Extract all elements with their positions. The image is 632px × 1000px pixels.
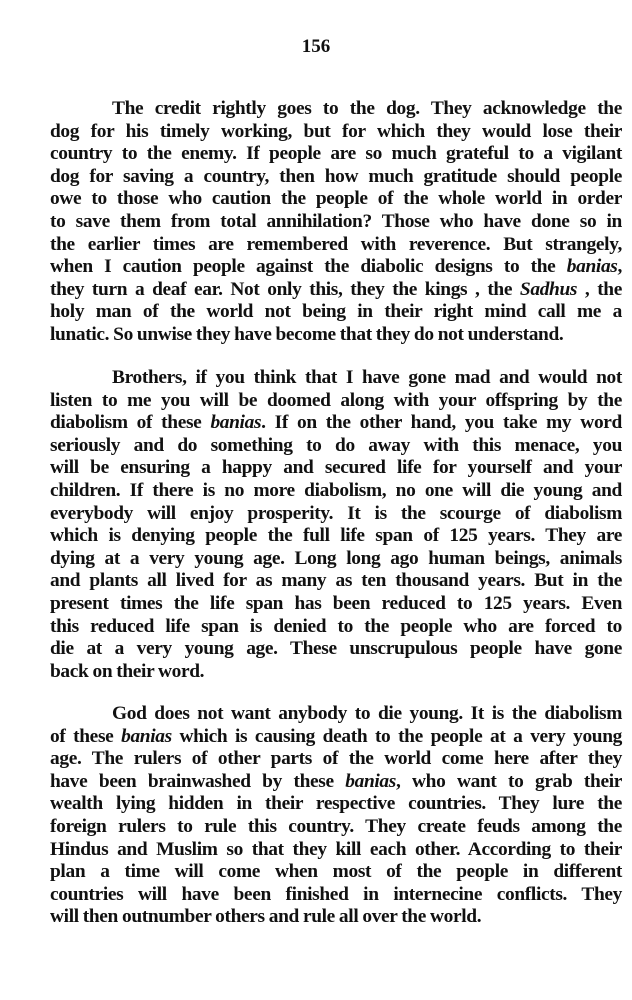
text-segment: have been brainwashed by these — [50, 770, 346, 792]
text-segment: present times the life span has been reduced to 125 years. Even — [50, 592, 622, 614]
text-segment: . If on the other hand, you take my word — [261, 412, 622, 434]
paragraph-1 — [50, 98, 622, 347]
text-line — [50, 771, 622, 794]
text-segment: foreign rulers to rule this country. They create feuds among the — [50, 815, 622, 837]
text-segment: plan a time will come when most of the people in different — [50, 861, 622, 883]
text-line — [50, 748, 622, 771]
text-segment: back on their word. — [50, 660, 205, 682]
text-segment: countries will have been finished in internecine conflicts. They — [50, 883, 622, 905]
text-segment: holy man of the world not being in their right mind call me a — [50, 301, 622, 323]
text-segment: dog for saving a country, then how much gratitude should people — [50, 165, 622, 187]
text-line — [50, 525, 622, 548]
text-segment: to save them from total annihilation? Those who have done so in — [50, 210, 622, 232]
text-line — [50, 234, 622, 257]
text-segment: country to the enemy. If people are so much grateful to a vigilant — [50, 143, 622, 165]
text-segment: dog for his timely working, but for which they would lose their — [50, 120, 622, 142]
text-line — [50, 256, 622, 279]
text-line — [50, 616, 622, 639]
text-line — [50, 861, 622, 884]
text-segment: , — [617, 256, 622, 278]
text-line — [50, 390, 622, 413]
text-segment: listen to me you will be doomed along with your offspring by the — [50, 389, 622, 411]
text-segment: this reduced life span is denied to the people who are forced to — [50, 615, 622, 637]
text-line — [50, 367, 622, 390]
text-segment: God does not want anybody to die young. It is the diabolism — [112, 703, 622, 724]
italic-term: banias — [121, 725, 172, 747]
text-line — [50, 503, 622, 526]
text-segment: they turn a deaf ear. Not only this, they the kings , the — [50, 278, 520, 300]
text-line — [50, 480, 622, 503]
paragraph-3 — [50, 703, 622, 929]
italic-term: Sadhus — [519, 278, 578, 300]
text-line — [50, 166, 622, 189]
text-line — [50, 301, 622, 324]
text-segment: die at a very young age. These unscrupulous people have gone — [50, 638, 622, 660]
text-segment: diabolism of these — [50, 412, 211, 434]
text-line — [50, 638, 622, 661]
text-line — [50, 703, 622, 726]
text-segment: which is denying people the full life span of 125 years. They are — [50, 525, 622, 547]
text-segment: wealth lying hidden in their respective countries. They lure the — [50, 793, 622, 815]
text-segment: , the — [577, 278, 622, 300]
text-line — [50, 457, 622, 480]
text-line — [50, 726, 622, 749]
text-segment: which is causing death to the people at a very young — [171, 725, 622, 747]
text-line — [50, 816, 622, 839]
text-segment: dying at a very young age. Long long ago human beings, animals — [50, 547, 622, 569]
text-segment: owe to those who caution the people of the whole world in order — [50, 188, 622, 210]
text-line — [50, 884, 622, 907]
italic-term: banias — [566, 256, 618, 278]
text-line — [50, 435, 622, 458]
text-line — [50, 793, 622, 816]
text-segment: The credit rightly goes to the dog. They acknowledge the — [112, 98, 622, 119]
text-segment: Hindus and Muslim so that they kill each other. According to their — [50, 838, 622, 860]
paragraph-2 — [50, 367, 622, 683]
text-segment: children. If there is no more diabolism, no one will die young and — [50, 479, 622, 501]
text-line — [50, 412, 622, 435]
italic-term: banias — [345, 770, 396, 792]
text-segment: when I caution people against the diabolic designs to the — [50, 256, 567, 278]
text-line — [50, 593, 622, 616]
text-segment: will then outnumber others and rule all over the world. — [50, 906, 482, 928]
text-line — [50, 211, 622, 234]
text-segment: will be ensuring a happy and secured life for yourself and your — [50, 457, 622, 479]
text-segment: everybody will enjoy prosperity. It is the scourge of diabolism — [50, 502, 622, 524]
text-line — [50, 98, 622, 121]
italic-term: banias — [210, 412, 262, 434]
text-segment: seriously and do something to do away with this menace, you — [50, 434, 622, 456]
text-line — [50, 839, 622, 862]
page-number: 156 — [301, 36, 331, 57]
text-segment: the earlier times are remembered with reverence. But strangely, — [50, 233, 622, 255]
text-line — [50, 143, 622, 166]
text-line — [50, 121, 622, 144]
text-line — [50, 570, 622, 593]
text-line — [50, 279, 622, 302]
text-line — [50, 661, 622, 684]
text-segment: , who want to grab their — [395, 770, 622, 792]
text-segment: lunatic. So unwise they have become that they do not understand. — [50, 323, 564, 345]
text-line — [50, 548, 622, 571]
text-segment: age. The rulers of other parts of the world come here after they — [50, 748, 622, 770]
text-line — [50, 324, 622, 347]
text-line — [50, 188, 622, 211]
text-segment: and plants all lived for as many as ten thousand years. But in the — [50, 570, 622, 592]
text-segment: Brothers, if you think that I have gone mad and would not — [112, 367, 622, 388]
text-line — [50, 906, 622, 929]
text-segment: of these — [50, 725, 122, 747]
